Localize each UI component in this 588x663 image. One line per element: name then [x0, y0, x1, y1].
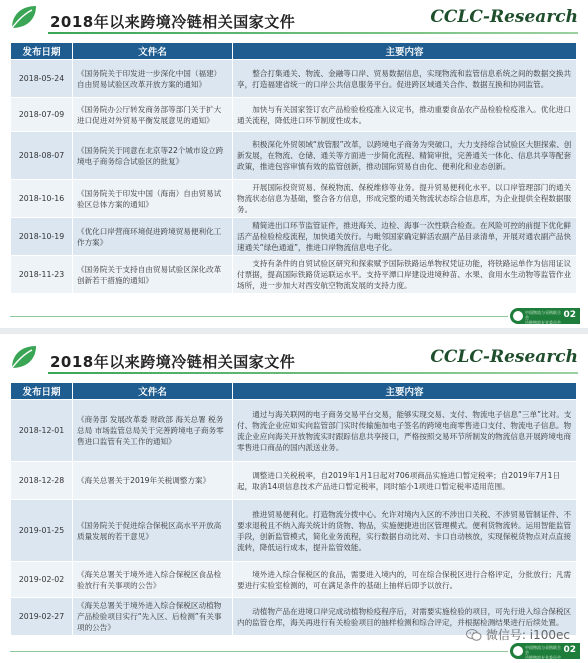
row-content: 通过与海关联网的电子商务交易平台交易，能够实现交易、支付、物流电子信息“三单”比对。支付、物流企业应如实向监管部门实时传输施加电子签名的跨境电商零售进口支付、物流电子信息。物流企业应向海关开放物流实时跟踪信息共享接口，严格按照交易环节所制发的物流信息开展跨境电商零售进口商品的国内派送业务。 [233, 400, 577, 462]
row-date: 2018-10-19 [11, 218, 73, 256]
wechat-icon [466, 628, 482, 642]
row-content: 支持有条件的自贸试验区研究和探索赋予国际铁路运单物权凭证功能，将铁路运单作为信用证议付票据，提高国际铁路货运联运水平。支持平潭口岸建设进境种苗、水果、食用水生动物等监管作业场所，进一步加大对西安航空物流发展的支持力度。 [233, 256, 577, 294]
column-header-content: 主要内容 [233, 43, 577, 60]
table-row [11, 98, 577, 132]
documents-table [10, 382, 577, 636]
org-logo-icon [513, 311, 523, 321]
row-document-name: 《国务院关于支持自由贸易试验区深化改革创新若干措施的通知》 [73, 256, 233, 294]
column-header-date: 发布日期 [11, 43, 73, 60]
page-number: 02 [563, 645, 576, 655]
row-content: 动植物产品在进境口岸完成动植物检疫程序后，对需要实施检验的项目，可先行进入综合保税区内的监管仓库，海关再进行有关检验项目的抽样检测和综合评定，并根据检测结果进行后续处置。 [233, 598, 577, 636]
row-document-name: 《商务部 发展改革委 财政部 海关总署 税务总局 市场监管总局关于完善跨境电子商务零售进口监管有关工作的通知》 [73, 400, 233, 462]
row-document-name: 《海关总署关于境外进入综合保税区动植物产品检验项目实行“先入区、后检测”有关事项的公告》 [73, 598, 233, 636]
wechat-watermark [466, 626, 570, 643]
row-document-name: 《海关总署关于2019年关税调整方案》 [73, 462, 233, 500]
table-row [11, 132, 577, 180]
footer-line [10, 316, 508, 317]
slide-1 [0, 0, 588, 328]
row-document-name: 《国务院关于印发中国（海南）自由贸易试验区总体方案的通知》 [73, 180, 233, 218]
title-bar [0, 0, 588, 36]
table-row [11, 462, 577, 500]
page-title: 2018年以来跨境冷链相关国家文件 [50, 13, 296, 31]
row-date: 2019-02-02 [11, 562, 73, 598]
row-content: 整合打集通关、物流、金融等口岸、贸易数据信息，实现物流和监管信息系统之间的数据交换共享，打造福建省统一的口岸公共信息服务平台。促进跨区域通关合作、数据互换和协同监管。 [233, 60, 577, 98]
org-name-line-1: 中国物流与采购联合会 [525, 645, 561, 655]
footer-line [10, 651, 508, 652]
org-logo-icon [513, 646, 523, 656]
row-date: 2018-10-16 [11, 180, 73, 218]
documents-table [10, 42, 577, 294]
table-row [11, 218, 577, 256]
footer-badge [510, 308, 580, 324]
row-date: 2018-11-23 [11, 256, 73, 294]
page-title: 2018年以来跨境冷链相关国家文件 [50, 353, 296, 371]
title-underline [48, 32, 578, 34]
row-content: 精简进出口环节监管证件，推进海关、边检、海事一次性联合检查。在风险可控的前提下优化鲜活产品检验检疫流程，加快通关放行。与毗邻国家确定鲜活农副产品目录清单，开展对通农副产品快速通关“绿色通道”，推进口岸物流信息电子化。 [233, 218, 577, 256]
row-content: 推进贸易便利化。打造物流分拨中心。允许对境内入区的不涉出口关税、不涉贸易管制证件、不要求退税且不纳入海关统计的货物、物品，实施便捷进出区管理模式。便利货物流转。运用智能监管手段，创新监管模式，简化业务流程，实行数据自动比对、卡口自动核放，实现保税货物点对点直接流转，降低运行成本，提升监管效能。 [233, 500, 577, 562]
column-header-content: 主要内容 [233, 383, 577, 400]
brand-text: CCLC-Research [430, 347, 578, 367]
row-document-name: 《国务院关于印发进一步深化中国（福建）自由贸易试验区改革开放方案的通知》 [73, 60, 233, 98]
column-header-date: 发布日期 [11, 383, 73, 400]
org-name-line-2: 冷链物流专业委员会 [525, 320, 561, 325]
row-content: 调整进口关税税率，自2019年1月1日起对706项商品实施进口暂定税率；自2019年7月1日起，取消14项信息技术产品进口暂定税率，同时缩小1项进口暂定税率适用范围。 [233, 462, 577, 500]
row-content: 开展国际投资贸易、保税物流、保税维修等业务。提升贸易便利化水平。以口岸管理部门的通关物流状态信息为基础，整合各方信息，形成完整的通关物流状态综合信息库，为企业提供全程数据服务。 [233, 180, 577, 218]
row-document-name: 《国务院关于促进综合保税区高水平开放高质量发展的若干意见》 [73, 500, 233, 562]
brand-text: CCLC-Research [430, 7, 578, 27]
slide-2 [0, 334, 588, 663]
row-content: 积极深化外贸领域“放管服”改革，以跨境电子商务为突破口，大力支持综合试验区大胆探索、创新发展，在物流、仓储、通关等方面进一步简化流程、精简审批，完善通关一体化、信息共享等配套政策，推进包容审慎有效的监管创新，推动国际贸易自由化、便利化和业态创新。 [233, 132, 577, 180]
table-row [11, 500, 577, 562]
title-underline [48, 372, 578, 374]
row-document-name: 《国务院关于同意在北京等22个城市设立跨境电子商务综合试验区的批复》 [73, 132, 233, 180]
row-content: 境外进入综合保税区的食品，需要进入境内的，可在综合保税区进行合格评定，分批放行；凡需要进行实验室检测的，可在满足条件的基础上抽样后即予以放行。 [233, 562, 577, 598]
row-date: 2018-12-01 [11, 400, 73, 462]
org-name-line-2: 冷链物流专业委员会 [525, 655, 561, 660]
column-header-name: 文件名 [73, 43, 233, 60]
page-number: 02 [563, 310, 576, 320]
table-row [11, 60, 577, 98]
table-row [11, 562, 577, 598]
row-date: 2018-08-07 [11, 132, 73, 180]
row-document-name: 《国务院办公厅转发商务部等部门关于扩大进口促进对外贸易平衡发展意见的通知》 [73, 98, 233, 132]
org-name [525, 310, 561, 325]
row-date: 2018-05-24 [11, 60, 73, 98]
footer-badge [510, 643, 580, 659]
leaf-logo-icon [8, 342, 38, 372]
leaf-logo-icon [8, 2, 38, 32]
column-header-name: 文件名 [73, 383, 233, 400]
wechat-id: 微信号: i100ec [485, 628, 570, 642]
row-document-name: 《优化口岸营商环境促进跨境贸易便利化工作方案》 [73, 218, 233, 256]
row-content: 加快与有关国家签订农产品检验检疫准入议定书，推动重要食品农产品检验检疫准入。优化进口通关流程，降低进口环节制度性成本。 [233, 98, 577, 132]
row-date: 2019-01-25 [11, 500, 73, 562]
org-name-line-1: 中国物流与采购联合会 [525, 310, 561, 320]
row-date: 2018-07-09 [11, 98, 73, 132]
table-row [11, 256, 577, 294]
row-document-name: 《海关总署关于境外进入综合保税区食品检验放行有关事项的公告》 [73, 562, 233, 598]
title-bar [0, 340, 588, 376]
row-date: 2018-12-28 [11, 462, 73, 500]
table-row [11, 400, 577, 462]
row-date: 2019-02-27 [11, 598, 73, 636]
org-name [525, 645, 561, 660]
table-row [11, 180, 577, 218]
